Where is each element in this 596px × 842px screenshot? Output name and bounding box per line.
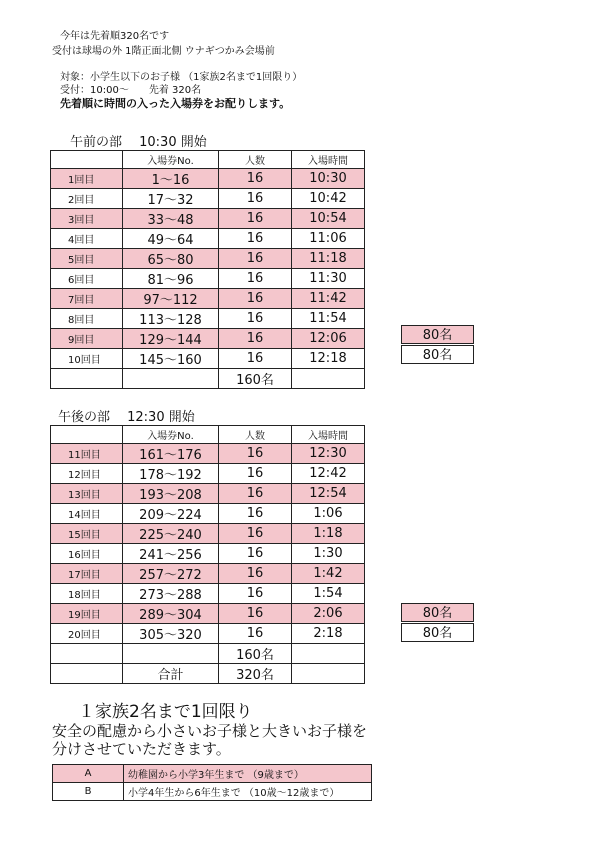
table-row [51, 464, 365, 484]
people-count: 16 [219, 444, 292, 464]
age-group-row [53, 765, 372, 783]
safety-note-line-2: 分けさせていただきます。 [52, 740, 231, 758]
subtotal-blank [292, 644, 365, 664]
age-group-label: B [53, 783, 124, 801]
afternoon-header-row [51, 426, 365, 444]
header-round [51, 426, 123, 444]
table-row [51, 484, 365, 504]
intro-line-1: 今年は先着順320名です [60, 31, 170, 42]
header-entry-time: 入場時間 [292, 151, 365, 169]
table-row [51, 524, 365, 544]
table-row [51, 269, 365, 289]
round-label: 11回目 [51, 444, 123, 464]
ticket-range: 193～208 [123, 484, 219, 504]
ticket-range: 1～16 [123, 169, 219, 189]
people-count: 16 [219, 309, 292, 329]
morning-capacity-box-1: 80名 [401, 325, 474, 344]
ticket-range: 161～176 [123, 444, 219, 464]
round-label: 10回目 [51, 349, 123, 369]
ticket-range: 257～272 [123, 564, 219, 584]
table-row [51, 309, 365, 329]
header-entry-time: 入場時間 [292, 426, 365, 444]
round-label: 2回目 [51, 189, 123, 209]
ticket-range: 17～32 [123, 189, 219, 209]
round-label: 18回目 [51, 584, 123, 604]
afternoon-capacity-box-2: 80名 [401, 623, 474, 642]
age-group-label: A [53, 765, 124, 783]
total-blank [292, 664, 365, 684]
age-group-description: 小学4年生から6年生まで （10歳～12歳まで） [124, 783, 372, 801]
ticket-range: 49～64 [123, 229, 219, 249]
total-value: 320名 [219, 664, 292, 684]
round-label: 14回目 [51, 504, 123, 524]
morning-schedule-table [50, 150, 365, 389]
entry-time: 1:30 [292, 544, 365, 564]
ticket-range: 97～112 [123, 289, 219, 309]
eligibility-note: 先着順に時間の入った入場券をお配りします。 [60, 97, 291, 110]
round-label: 1回目 [51, 169, 123, 189]
ticket-range: 178～192 [123, 464, 219, 484]
people-count: 16 [219, 289, 292, 309]
table-row [51, 604, 365, 624]
header-ticket-no: 入場券No. [123, 151, 219, 169]
entry-time: 12:06 [292, 329, 365, 349]
entry-time: 10:30 [292, 169, 365, 189]
header-round [51, 151, 123, 169]
age-group-row [53, 783, 372, 801]
afternoon-capacity-box-1: 80名 [401, 603, 474, 622]
entry-time: 1:54 [292, 584, 365, 604]
table-row [51, 504, 365, 524]
afternoon-subtotal-row [51, 644, 365, 664]
people-count: 16 [219, 229, 292, 249]
header-count: 人数 [219, 426, 292, 444]
ticket-range: 305～320 [123, 624, 219, 644]
entry-time: 2:18 [292, 624, 365, 644]
people-count: 16 [219, 329, 292, 349]
entry-time: 1:06 [292, 504, 365, 524]
people-count: 16 [219, 604, 292, 624]
round-label: 15回目 [51, 524, 123, 544]
ticket-range: 241～256 [123, 544, 219, 564]
people-count: 16 [219, 209, 292, 229]
ticket-range: 81～96 [123, 269, 219, 289]
round-label: 8回目 [51, 309, 123, 329]
subtotal-blank [292, 369, 365, 389]
table-row [51, 624, 365, 644]
total-blank [51, 664, 123, 684]
people-count: 16 [219, 484, 292, 504]
morning-title: 午前の部 10:30 開始 [70, 135, 207, 150]
ticket-range: 145～160 [123, 349, 219, 369]
header-count: 人数 [219, 151, 292, 169]
entry-time: 2:06 [292, 604, 365, 624]
family-limit-heading: １家族2名まで1回限り [78, 702, 253, 722]
entry-time: 12:42 [292, 464, 365, 484]
table-row [51, 169, 365, 189]
ticket-range: 129～144 [123, 329, 219, 349]
round-label: 7回目 [51, 289, 123, 309]
afternoon-schedule-table [50, 425, 365, 684]
safety-note-line-1: 安全の配慮から小さいお子様と大きいお子様を [52, 722, 368, 740]
ticket-range: 225～240 [123, 524, 219, 544]
ticket-range: 113～128 [123, 309, 219, 329]
table-row [51, 329, 365, 349]
entry-time: 10:42 [292, 189, 365, 209]
table-row [51, 249, 365, 269]
entry-time: 11:06 [292, 229, 365, 249]
people-count: 16 [219, 464, 292, 484]
people-count: 16 [219, 524, 292, 544]
age-groups-table [52, 764, 372, 801]
entry-time: 12:18 [292, 349, 365, 369]
afternoon-title: 午後の部 12:30 開始 [58, 410, 195, 425]
round-label: 3回目 [51, 209, 123, 229]
table-row [51, 289, 365, 309]
ticket-range: 209～224 [123, 504, 219, 524]
entry-time: 1:18 [292, 524, 365, 544]
round-label: 20回目 [51, 624, 123, 644]
people-count: 16 [219, 169, 292, 189]
subtotal-blank [51, 644, 123, 664]
total-label: 合計 [123, 664, 219, 684]
people-count: 16 [219, 249, 292, 269]
entry-time: 12:30 [292, 444, 365, 464]
subtotal-value: 160名 [219, 369, 292, 389]
round-label: 19回目 [51, 604, 123, 624]
entry-time: 11:42 [292, 289, 365, 309]
eligibility-reception: 受付：10:00～ 先着 320名 [60, 85, 202, 96]
people-count: 16 [219, 189, 292, 209]
people-count: 16 [219, 504, 292, 524]
people-count: 16 [219, 584, 292, 604]
ticket-range: 33～48 [123, 209, 219, 229]
round-label: 6回目 [51, 269, 123, 289]
entry-time: 11:54 [292, 309, 365, 329]
header-ticket-no: 入場券No. [123, 426, 219, 444]
entry-time: 10:54 [292, 209, 365, 229]
round-label: 5回目 [51, 249, 123, 269]
entry-time: 1:42 [292, 564, 365, 584]
ticket-range: 65～80 [123, 249, 219, 269]
age-group-description: 幼稚園から小学3年生まで （9歳まで） [124, 765, 372, 783]
ticket-range: 273～288 [123, 584, 219, 604]
subtotal-blank [123, 369, 219, 389]
round-label: 9回目 [51, 329, 123, 349]
people-count: 16 [219, 544, 292, 564]
round-label: 12回目 [51, 464, 123, 484]
table-row [51, 229, 365, 249]
morning-capacity-box-2: 80名 [401, 345, 474, 364]
table-row [51, 564, 365, 584]
round-label: 13回目 [51, 484, 123, 504]
people-count: 16 [219, 269, 292, 289]
entry-time: 12:54 [292, 484, 365, 504]
table-row [51, 209, 365, 229]
table-row [51, 544, 365, 564]
afternoon-total-row [51, 664, 365, 684]
entry-time: 11:30 [292, 269, 365, 289]
table-row [51, 584, 365, 604]
intro-line-2: 受付は球場の外 1階正面北側 ウナギつかみ会場前 [52, 46, 275, 57]
round-label: 17回目 [51, 564, 123, 584]
ticket-range: 289～304 [123, 604, 219, 624]
subtotal-value: 160名 [219, 644, 292, 664]
subtotal-blank [123, 644, 219, 664]
people-count: 16 [219, 349, 292, 369]
people-count: 16 [219, 564, 292, 584]
table-row [51, 349, 365, 369]
round-label: 16回目 [51, 544, 123, 564]
round-label: 4回目 [51, 229, 123, 249]
morning-header-row [51, 151, 365, 169]
subtotal-blank [51, 369, 123, 389]
table-row [51, 444, 365, 464]
table-row [51, 189, 365, 209]
people-count: 16 [219, 624, 292, 644]
morning-subtotal-row [51, 369, 365, 389]
entry-time: 11:18 [292, 249, 365, 269]
eligibility-target: 対象：小学生以下のお子様 （1家族2名まで1回限り） [60, 72, 303, 83]
